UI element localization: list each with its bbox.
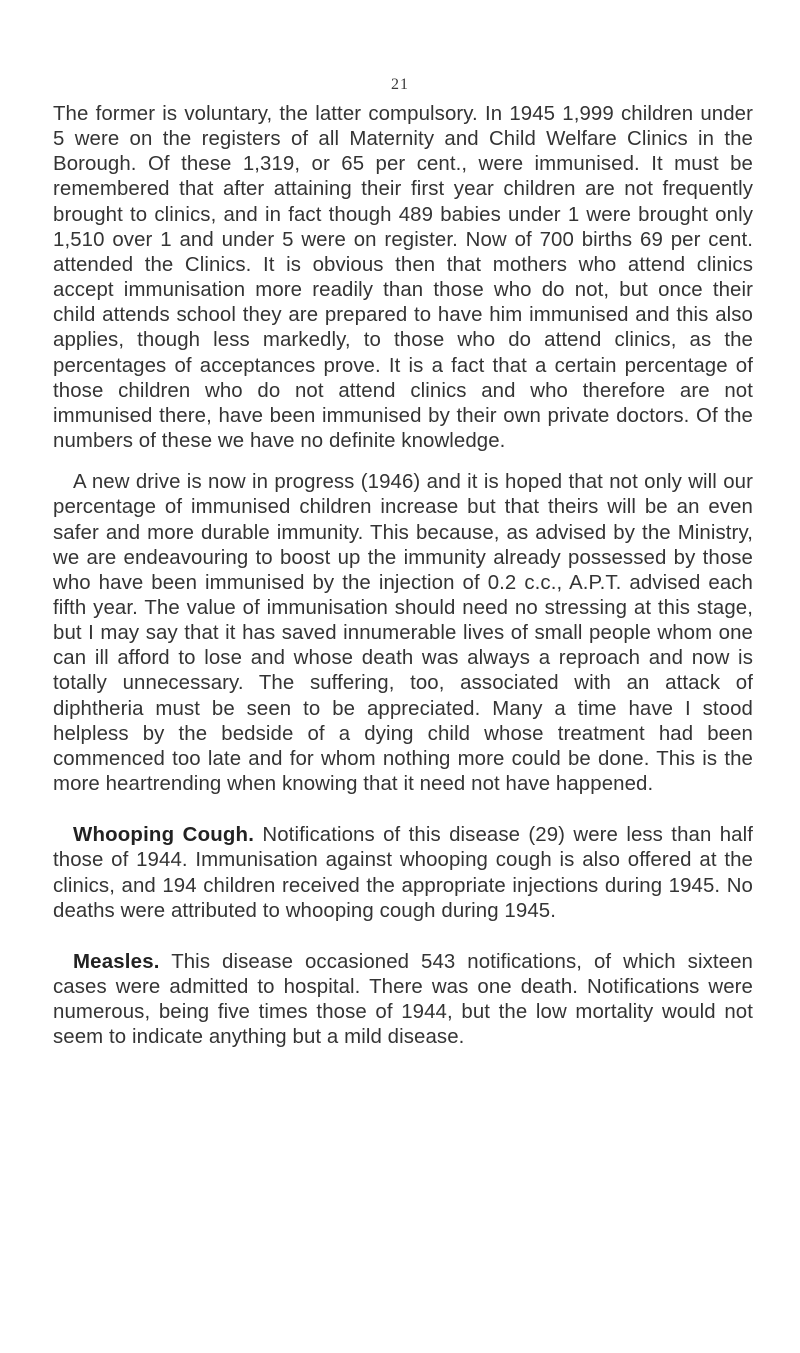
paragraph-new-drive: A new drive is now in progress (1946) and it is hoped that not only will our percentage of immunised children increase but that theirs will be an even safer and more durable immunity. This because, as advised by the Ministry, we are endeavouring to boost up the immunity already possessed by those who have been immunised by the injection of 0.2 c.c., A.P.T. advised each fifth year. The value of immunisation should need no stressing at this stage, but I may say that it has saved innumerable lives of small people whom one can ill afford to lose and whose death was always a reproach and now is totally unnecessary. The suffering, too, associated with an attack of diphtheria must be seen to be appreciated. Many a time have I stood helpless by the bedside of a dying child whose treatment had been commenced too late and for whom nothing more could be done. This is the more heartrending when knowing that it need not have happened. [53,471,753,796]
whooping-cough-text: Notifications of this disease (29) were less than half those of 1944. Immunisation against whooping cough is also offered at the clinics, and 194 children received the appropriate injections during 1945. No deaths were attributed to whooping cough during 1945. [53,824,753,922]
page-number: 21 [391,76,409,93]
measles-text: This disease occasioned 543 notifications, of which sixteen cases were admitted to hospital. There was one death. Notifications were numerous, being five times those of 1944, but the low mortality would not seem to indicate anything but a mild disease. [53,950,753,1049]
paragraph-whooping-cough [53,823,753,924]
paragraph-measles [53,950,753,1051]
heading-whooping-cough: Whooping Cough. [73,824,255,847]
paragraph-immunisation-statistics: The former is voluntary, the latter compulsory. In 1945 1,999 children under 5 were on the registers of all Maternity and Child Welfare Clinics in the Borough. Of these 1,319, or 65 per cent., were immunised. It must be remembered that after attaining their first year children are not frequently brought to clinics, and in fact though 489 babies under 1 were brought only 1,510 over 1 and under 5 were on register. Now of 700 births 69 per cent. attended the Clinics. It is obvious then that mothers who attend clinics accept immunisation more readily than those who do not, but once their child attends school they are prepared to have him immunised and this also applies, though less markedly, to those who do attend clinics, as the percentages of acceptances prove. It is a fact that a certain percentage of those children who do not attend clinics and who therefore are not immunised there, have been immunised by their own private doctors. Of the numbers of these we have no definite knowledge. [53,103,753,453]
document-body [53,102,753,1066]
heading-measles: Measles. [73,950,160,973]
